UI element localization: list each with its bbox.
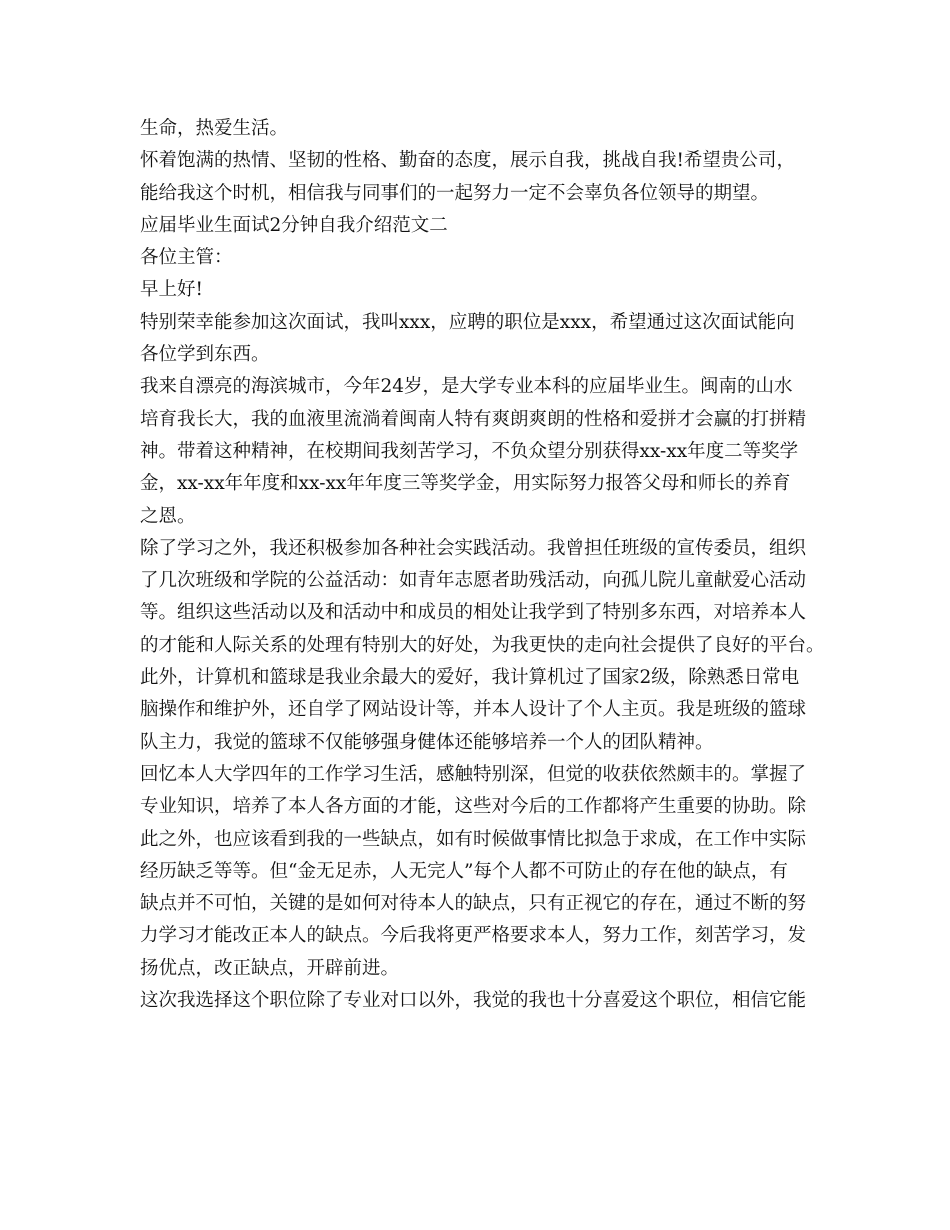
greeting: 早上好! (140, 279, 203, 301)
section-heading: 应届毕业生面试2分钟自我介绍范文二 (140, 214, 448, 236)
text-line: 缺点并不可怕，关键的是如何对待本人的缺点，只有正视它的存在，通过不断的努 (140, 893, 807, 915)
text-line: 神。带着这种精神，在校期间我刻苦学习，不负众望分别获得xx-xx年度二等奖学 (140, 440, 799, 462)
text-line: 脑操作和维护外，还自学了网站设计等，并本人设计了个人主页。我是班级的篮球 (140, 699, 807, 721)
text-line: 除了学习之外，我还积极参加各种社会实践活动。我曾担任班级的宣传委员，组织 (140, 537, 807, 559)
text-line: 之恩。 (140, 505, 196, 527)
salutation: 各位主管： (140, 247, 233, 269)
text-line: 金，xx-xx年年度和xx-xx年年度三等奖学金，用实际努力报答父母和师长的养育 (140, 473, 791, 495)
text-line: 队主力，我觉的篮球不仅能够强身健体还能够培养一个人的团队精神。 (140, 731, 714, 753)
text-line: 了几次班级和学院的公益活动：如青年志愿者助残活动，向孤儿院儿童献爱心活动 (140, 570, 807, 592)
text-line: 我来自漂亮的海滨城市，今年24岁，是大学专业本科的应届毕业生。闽南的山水 (140, 376, 793, 398)
text-line: 力学习才能改正本人的缺点。今后我将更严格要求本人，努力工作，刻苦学习，发 (140, 925, 807, 947)
text-line: 等。组织这些活动以及和活动中和成员的相处让我学到了特别多东西，对培养本人 (140, 602, 807, 624)
text-line: 回忆本人大学四年的工作学习生活，感触特别深，但觉的收获依然颇丰的。掌握了 (140, 763, 807, 785)
text-line: 专业知识，培养了本人各方面的才能，这些对今后的工作都将产生重要的协助。除 (140, 796, 807, 818)
text-line: 的才能和人际关系的处理有特别大的好处，为我更快的走向社会提供了良好的平台。 (140, 634, 825, 656)
text-line: 扬优点，改正缺点，开辟前进。 (140, 957, 400, 979)
text-line: 培育我长大，我的血液里流淌着闽南人特有爽朗爽朗的性格和爱拼才会赢的打拼精 (140, 408, 807, 430)
text-line: 此之外，也应该看到我的一些缺点，如有时候做事情比拟急于求成，在工作中实际 (140, 828, 807, 850)
text-line: 特别荣幸能参加这次面试，我叫xxx，应聘的职位是xxx，希望通过这次面试能向 (140, 311, 795, 333)
document-page (140, 113, 825, 1017)
text-line: 这次我选择这个职位除了专业对口以外，我觉的我也十分喜爱这个职位，相信它能 (140, 990, 807, 1012)
text-line: 生命，热爱生活。 (140, 118, 289, 139)
text-line: 此外，计算机和篮球是我业余最大的爱好，我计算机过了国家2级，除熟悉日常电 (140, 667, 800, 689)
text-line: 经历缺乏等等。但“金无足赤，人无完人”每个人都不可防止的存在他的缺点，有 (140, 860, 788, 882)
text-line: 怀着饱满的热情、坚韧的性格、勤奋的态度，展示自我，挑战自我!希望贵公司， (140, 150, 795, 172)
text-line: 能给我这个时机，相信我与同事们的一起努力一定不会辜负各位领导的期望。 (140, 182, 770, 204)
text-line: 各位学到东西。 (140, 344, 270, 366)
